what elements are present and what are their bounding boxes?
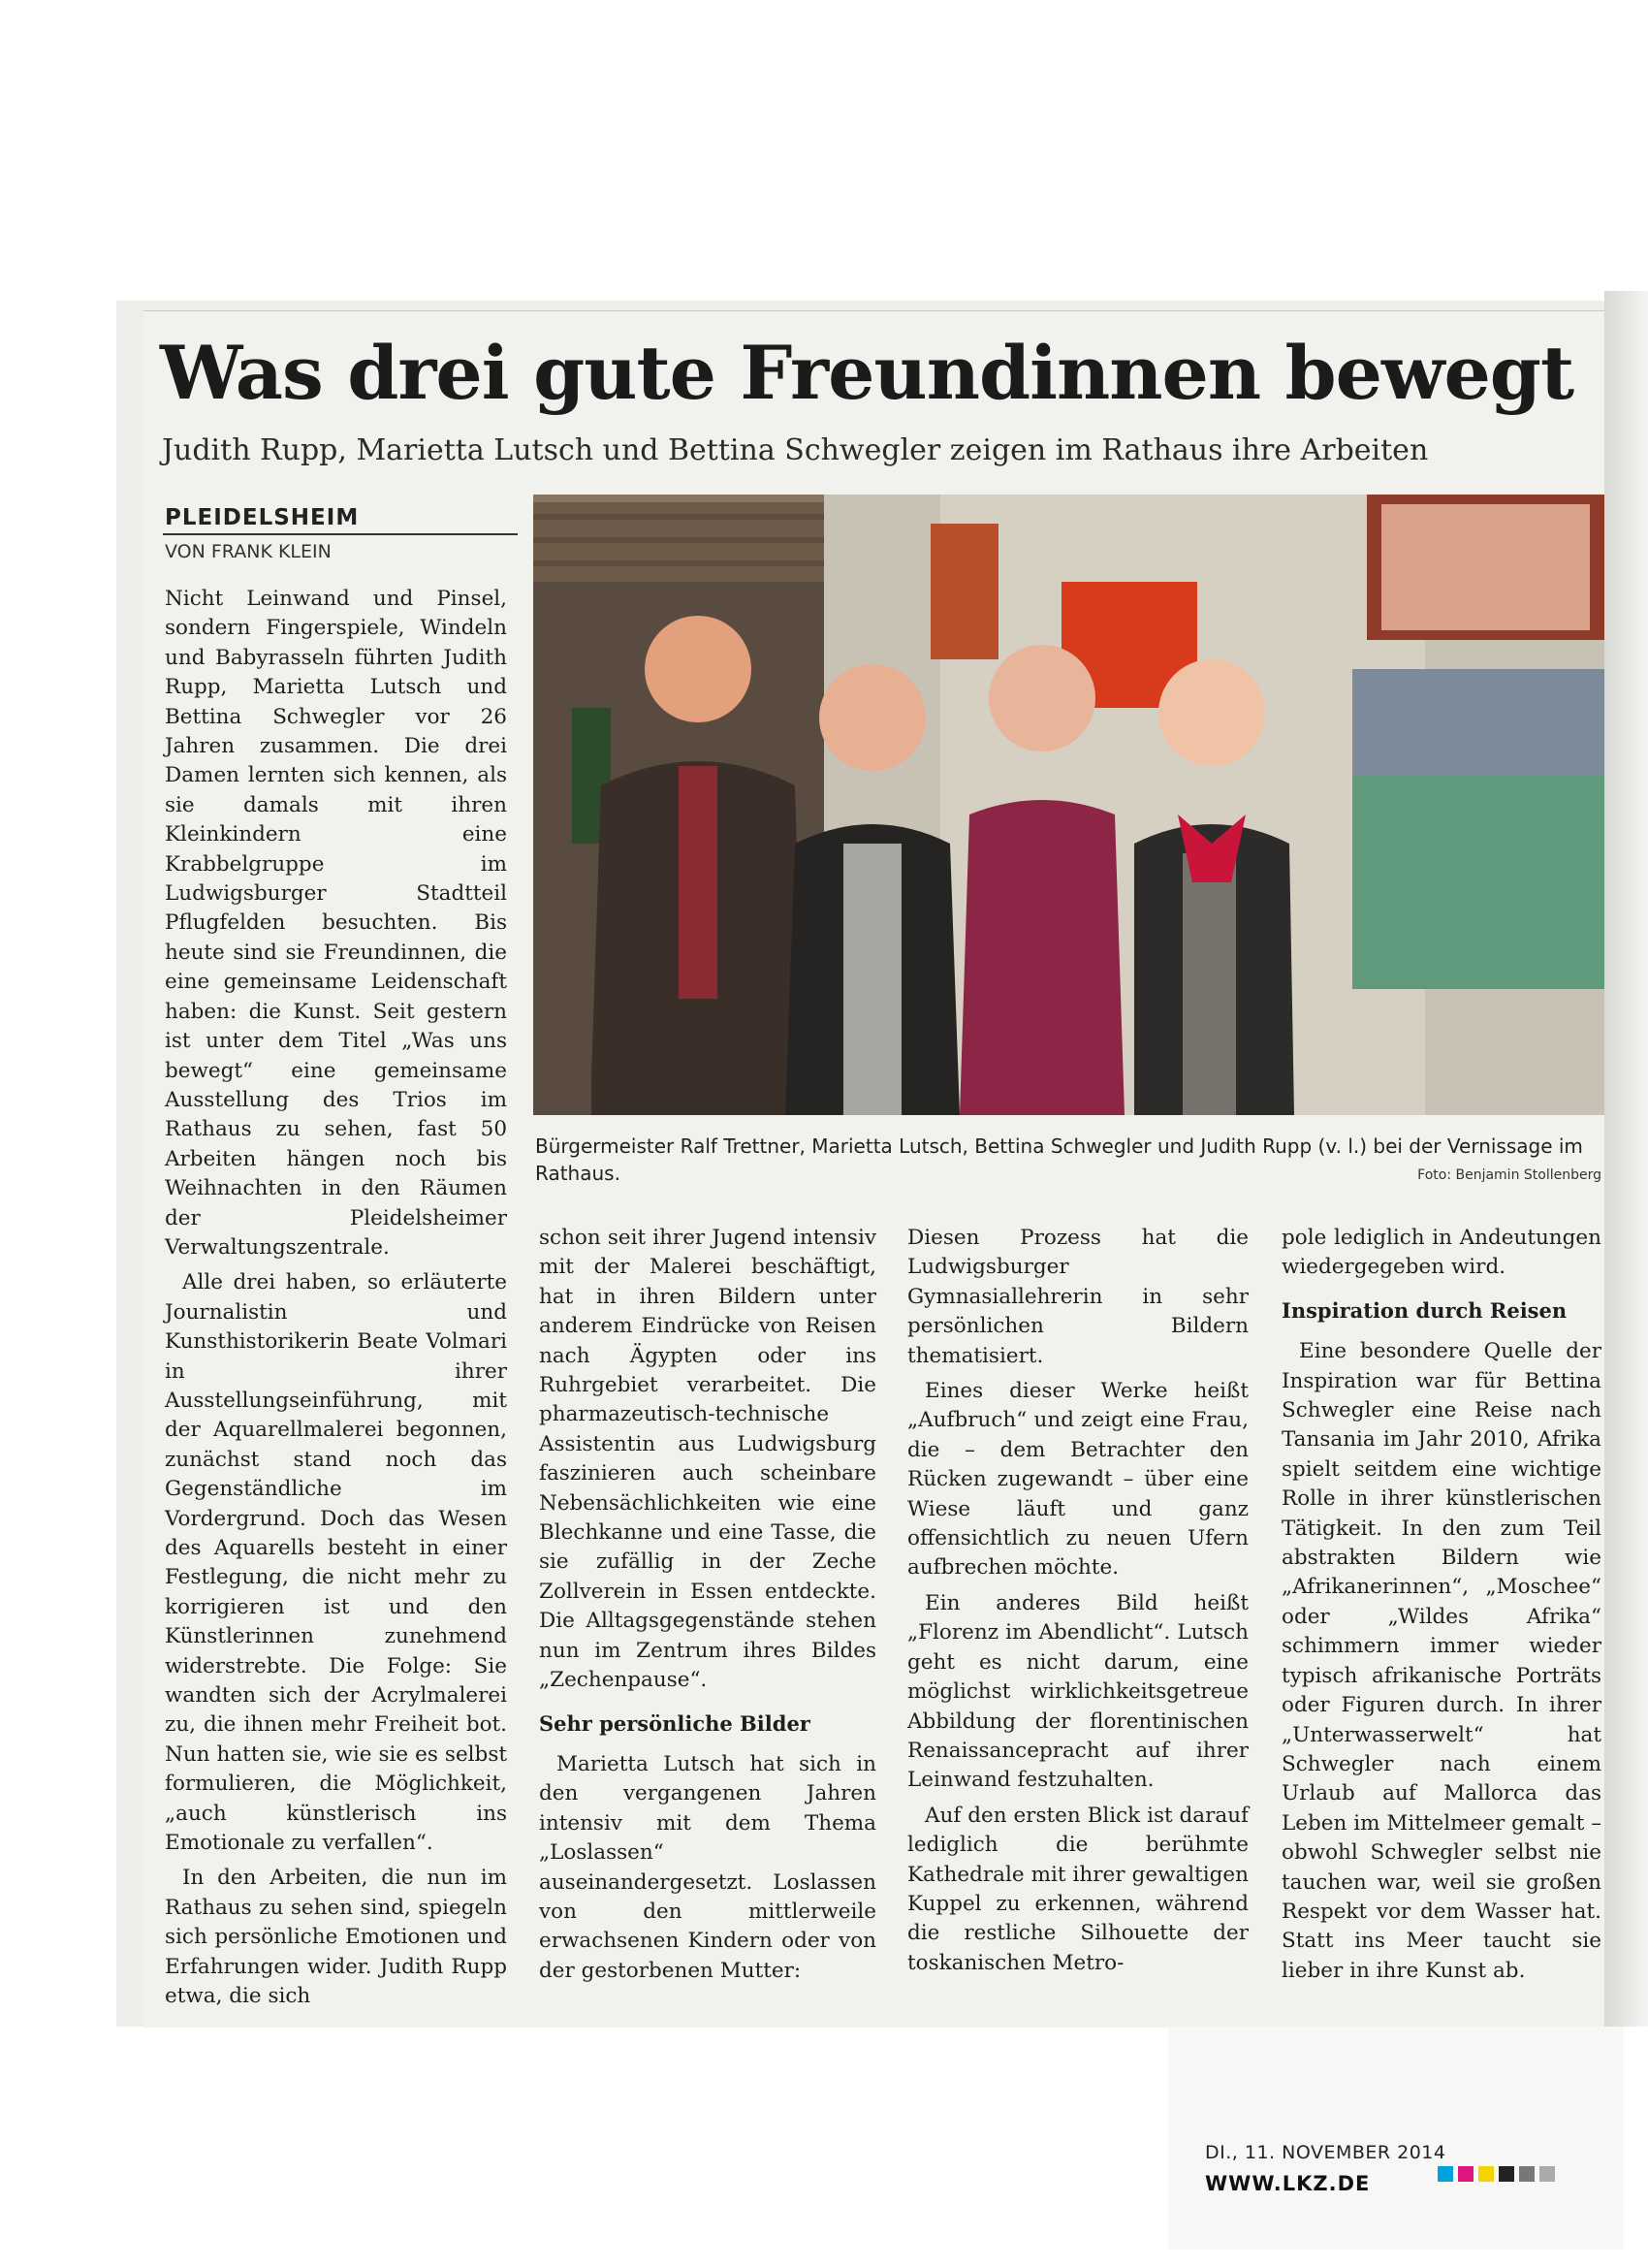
paragraph: Diesen Prozess hat die Ludwigsburger Gymnasiallehrerin in sehr persönlichen Bildern thematisiert. bbox=[907, 1226, 1249, 1368]
dateline: PLEIDELSHEIM bbox=[165, 505, 360, 530]
issue-date: DI., 11. NOVEMBER 2014 bbox=[1205, 2142, 1446, 2163]
article-column-1 bbox=[165, 585, 507, 2018]
headline: Was drei gute Freundinnen bewegt bbox=[160, 330, 1574, 416]
swatch-light-gray bbox=[1539, 2166, 1555, 2182]
subheadline: Judith Rupp, Marietta Lutsch und Bettina Schwegler zeigen im Rathaus ihre Arbeiten bbox=[162, 433, 1429, 467]
section-heading: Inspiration durch Reisen bbox=[1282, 1297, 1568, 1323]
swatch-yellow bbox=[1478, 2166, 1494, 2182]
swatch-cyan bbox=[1438, 2166, 1453, 2182]
swatch-magenta bbox=[1458, 2166, 1474, 2182]
paragraph: pole lediglich in Andeutungen wiedergegeben wird. bbox=[1282, 1226, 1601, 1280]
photo-caption bbox=[535, 1133, 1601, 1187]
page-edge bbox=[1604, 291, 1648, 2027]
paragraph: schon seit ihrer Jugend intensiv mit der Malerei beschäftigt, hat in ihren Bildern unter anderem Eindrücke von Reisen nach Ägypten oder ins Ruhrgebiet verarbeitet. Die pharmazeutisch-technische Assistentin aus Ludwigsburg faszinieren auch scheinbare Nebensächlichkeiten wie eine Blechkanne und eine Tasse, die sie zufällig in der Zeche Zollverein in Essen entdeckte. Die Alltagsgegenstände stehen nun im Zentrum ihres Bildes „Zechenpause“. bbox=[539, 1226, 876, 1693]
byline: VON FRANK KLEIN bbox=[165, 541, 332, 562]
swatch-gray bbox=[1519, 2166, 1535, 2182]
color-swatches bbox=[1438, 2166, 1555, 2182]
swatch-black bbox=[1499, 2166, 1514, 2182]
article-column-2 bbox=[539, 1224, 876, 1992]
article-column-4 bbox=[1282, 1224, 1601, 1992]
newspaper-url: WWW.LKZ.DE bbox=[1205, 2172, 1371, 2195]
paragraph: In den Arbeiten, die nun im Rathaus zu sehen sind, spiegeln sich persönliche Emotionen und Erfahrungen wider. Judith Rupp etwa, die sich bbox=[165, 1866, 507, 2009]
section-heading: Sehr persönliche Bilder bbox=[539, 1710, 810, 1736]
paragraph: Nicht Leinwand und Pinsel, sondern Fingerspiele, Windeln und Babyrasseln führten Judith Rupp, Marietta Lutsch und Bettina Schwegler vor 26 Jahren zusammen. Die drei Damen lernten sich kennen, als sie damals mit ihren Kleinkindern eine Krabbelgruppe im Ludwigsburger Stadtteil Pflugfelden besuchten. Bis heute sind sie Freundinnen, die eine gemeinsame Leidenschaft haben: die Kunst. Seit gestern ist unter dem Titel „Was uns bewegt“ eine gemeinsame Ausstellung des Trios im Rathaus zu sehen, fast 50 Arbeiten hängen noch bis Weihnachten in den Räumen der Pleidelsheimer Verwaltungszentrale. bbox=[165, 587, 507, 1260]
paragraph: Auf den ersten Blick ist darauf lediglich die berühmte Kathedrale mit ihrer gewaltigen Kuppel zu erkennen, während die restliche Silhouette der toskanischen Metro- bbox=[907, 1803, 1249, 1975]
footer-strip bbox=[1168, 2027, 1624, 2250]
caption-text: Bürgermeister Ralf Trettner, Marietta Lutsch, Bettina Schwegler und Judith Rupp (v. l.) bei der Vernissage im Rathaus. bbox=[535, 1134, 1583, 1185]
article-column-4-frame bbox=[1282, 1224, 1604, 1999]
article-column-3 bbox=[907, 1224, 1249, 1984]
photo-credit: Foto: Benjamin Stollenberg bbox=[1417, 1167, 1601, 1183]
paragraph: Ein anderes Bild heißt „Florenz im Abendlicht“. Lutsch geht es nicht darum, eine möglichst wirklichkeitsgetreue Abbildung der florentinischen Renaissancepracht auf ihrer Leinwand festzuhalten. bbox=[907, 1590, 1249, 1793]
article-photo bbox=[533, 495, 1604, 1115]
dateline-rule bbox=[163, 533, 518, 535]
paragraph: Eine besondere Quelle der Inspiration war für Bettina Schwegler eine Reise nach Tansania im Jahr 2010, Afrika spielt seitdem eine wichtige Rolle in ihrer künstlerischen Tätigkeit. In den zum Teil abstrakten Bildern wie „Afrikanerinnen“, „Moschee“ oder „Wildes Afrika“ schimmern immer wieder typisch afrikanische Porträts oder Figuren durch. In ihrer „Unterwasserwelt“ hat Schwegler nach einem Urlaub auf Mallorca das Leben im Mittelmeer gemalt – obwohl Schwegler selbst nie tauchen war, weil sie großen Respekt vor dem Wasser hat. Statt ins Meer taucht sie lieber in ihre Kunst ab. bbox=[1282, 1339, 1601, 1983]
paragraph: Alle drei haben, so erläuterte Journalistin und Kunsthistorikerin Beate Volmari in ihrer Ausstellungseinführung, mit der Aquarellmalerei begonnen, zunächst stand noch das Gegenständliche im Vordergrund. Doch das Wesen des Aquarells besteht in einer Festlegung, die nicht mehr zu korrigieren ist und den Künstlerinnen zunehmend widerstrebte. Die Folge: Sie wandten sich der Acrylmalerei zu, die ihnen mehr Freiheit bot. Nun hatten sie, wie sie es selbst formulieren, die Möglichkeit, „auch künstlerisch ins Emotionale zu verfallen“. bbox=[165, 1270, 507, 1856]
paragraph: Marietta Lutsch hat sich in den vergangenen Jahren intensiv mit dem Thema „Loslassen“ auseinandergesetzt. Loslassen von den mittlerweile erwachsenen Kindern oder von der gestorbenen Mutter: bbox=[539, 1751, 876, 1983]
photo-illustration bbox=[533, 495, 1604, 1115]
paragraph: Eines dieser Werke heißt „Aufbruch“ und zeigt eine Frau, die – dem Betrachter den Rücken zugewandt – über eine Wiese läuft und ganz offensichtlich zu neuen Ufern aufbrechen möchte. bbox=[907, 1379, 1249, 1581]
